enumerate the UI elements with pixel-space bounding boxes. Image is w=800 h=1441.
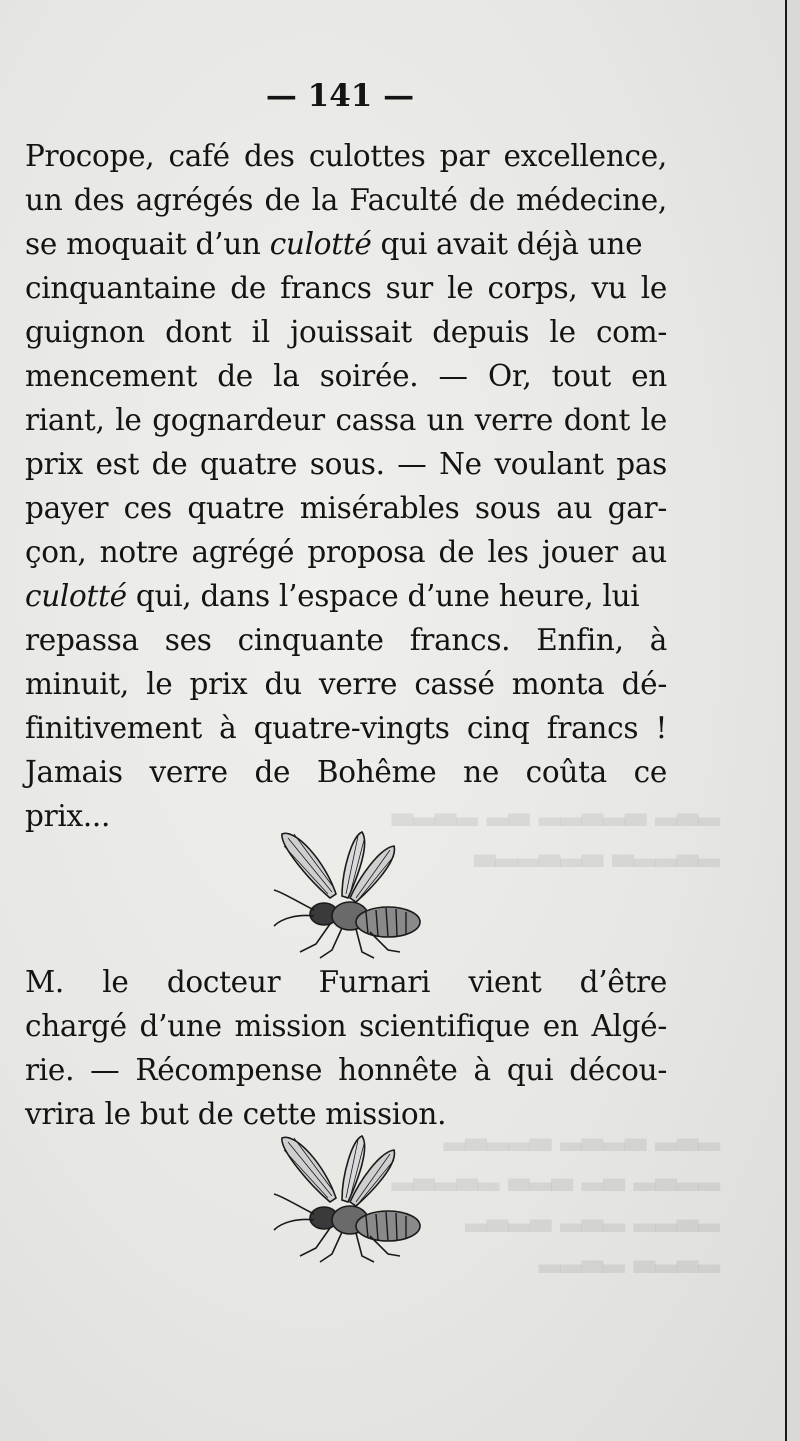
text-line: Procope, café des culottes par excellence, [25, 139, 667, 173]
text-line [25, 224, 667, 264]
text-line: prix est de quatre sous. — Ne voulant pas [25, 447, 667, 481]
italic-word: culotté [25, 579, 127, 613]
text-line: riant, le gognardeur cassa un verre dont le [25, 403, 667, 437]
text-line: mencement de la soirée. — Or, tout en [25, 359, 667, 393]
text-line: rie. — Récompense honnête à qui décou- [25, 1053, 667, 1087]
text-line: çon, notre agrégé proposa de les jouer au [25, 535, 667, 569]
text-line: payer ces quatre misérables sous au gar- [25, 491, 667, 525]
text-line: guignon dont il jouissait depuis le com- [25, 315, 667, 349]
text-segment: qui avait déjà une [371, 227, 643, 261]
bleed-through-text: ▂▃▂ ▃▂▃▂▂ ▃▂ ▂▃▂▃ ▂▃▂▂▃ ▃▂▃▂▂▃ ▂▃▂ ▃▂▃▂ ▃▂▂▃▂ ▂▂▃▂ ▃▂ ▃▂▃ ▂▃▂▃▂ ▂▃▂▂ ▂▃▂ ▃▂▃▂ ▂▃▂▃ ▂▃▂▂ [391, 793, 720, 1273]
text-line: Jamais verre de Bohême ne coûta ce [25, 755, 667, 789]
text-line: minuit, le prix du verre cassé monta dé- [25, 667, 667, 701]
text-line: M. le docteur Furnari vient d’être [25, 965, 667, 999]
wasp-ornament-icon [270, 826, 430, 961]
page-number: — 141 — [265, 78, 415, 114]
italic-word: culotté [269, 227, 372, 261]
text-line: un des agrégés de la Faculté de médecine, [25, 183, 667, 217]
text-line: vrira le but de cette mission. [25, 1097, 447, 1131]
text-line: cinquantaine de francs sur le corps, vu le [25, 271, 667, 305]
text-segment: se moquait d’un [25, 227, 270, 261]
text-segment: qui, dans l’espace d’une heure, lui [126, 579, 640, 613]
text-line: repassa ses cinquante francs. Enfin, à [25, 623, 667, 657]
text-line [25, 576, 667, 616]
text-line: chargé d’une mission scientifique en Algé- [25, 1009, 667, 1043]
text-line: finitivement à quatre-vingts cinq francs ! [25, 711, 667, 745]
text-line: prix... [25, 799, 111, 833]
wasp-ornament-icon [270, 1130, 430, 1265]
